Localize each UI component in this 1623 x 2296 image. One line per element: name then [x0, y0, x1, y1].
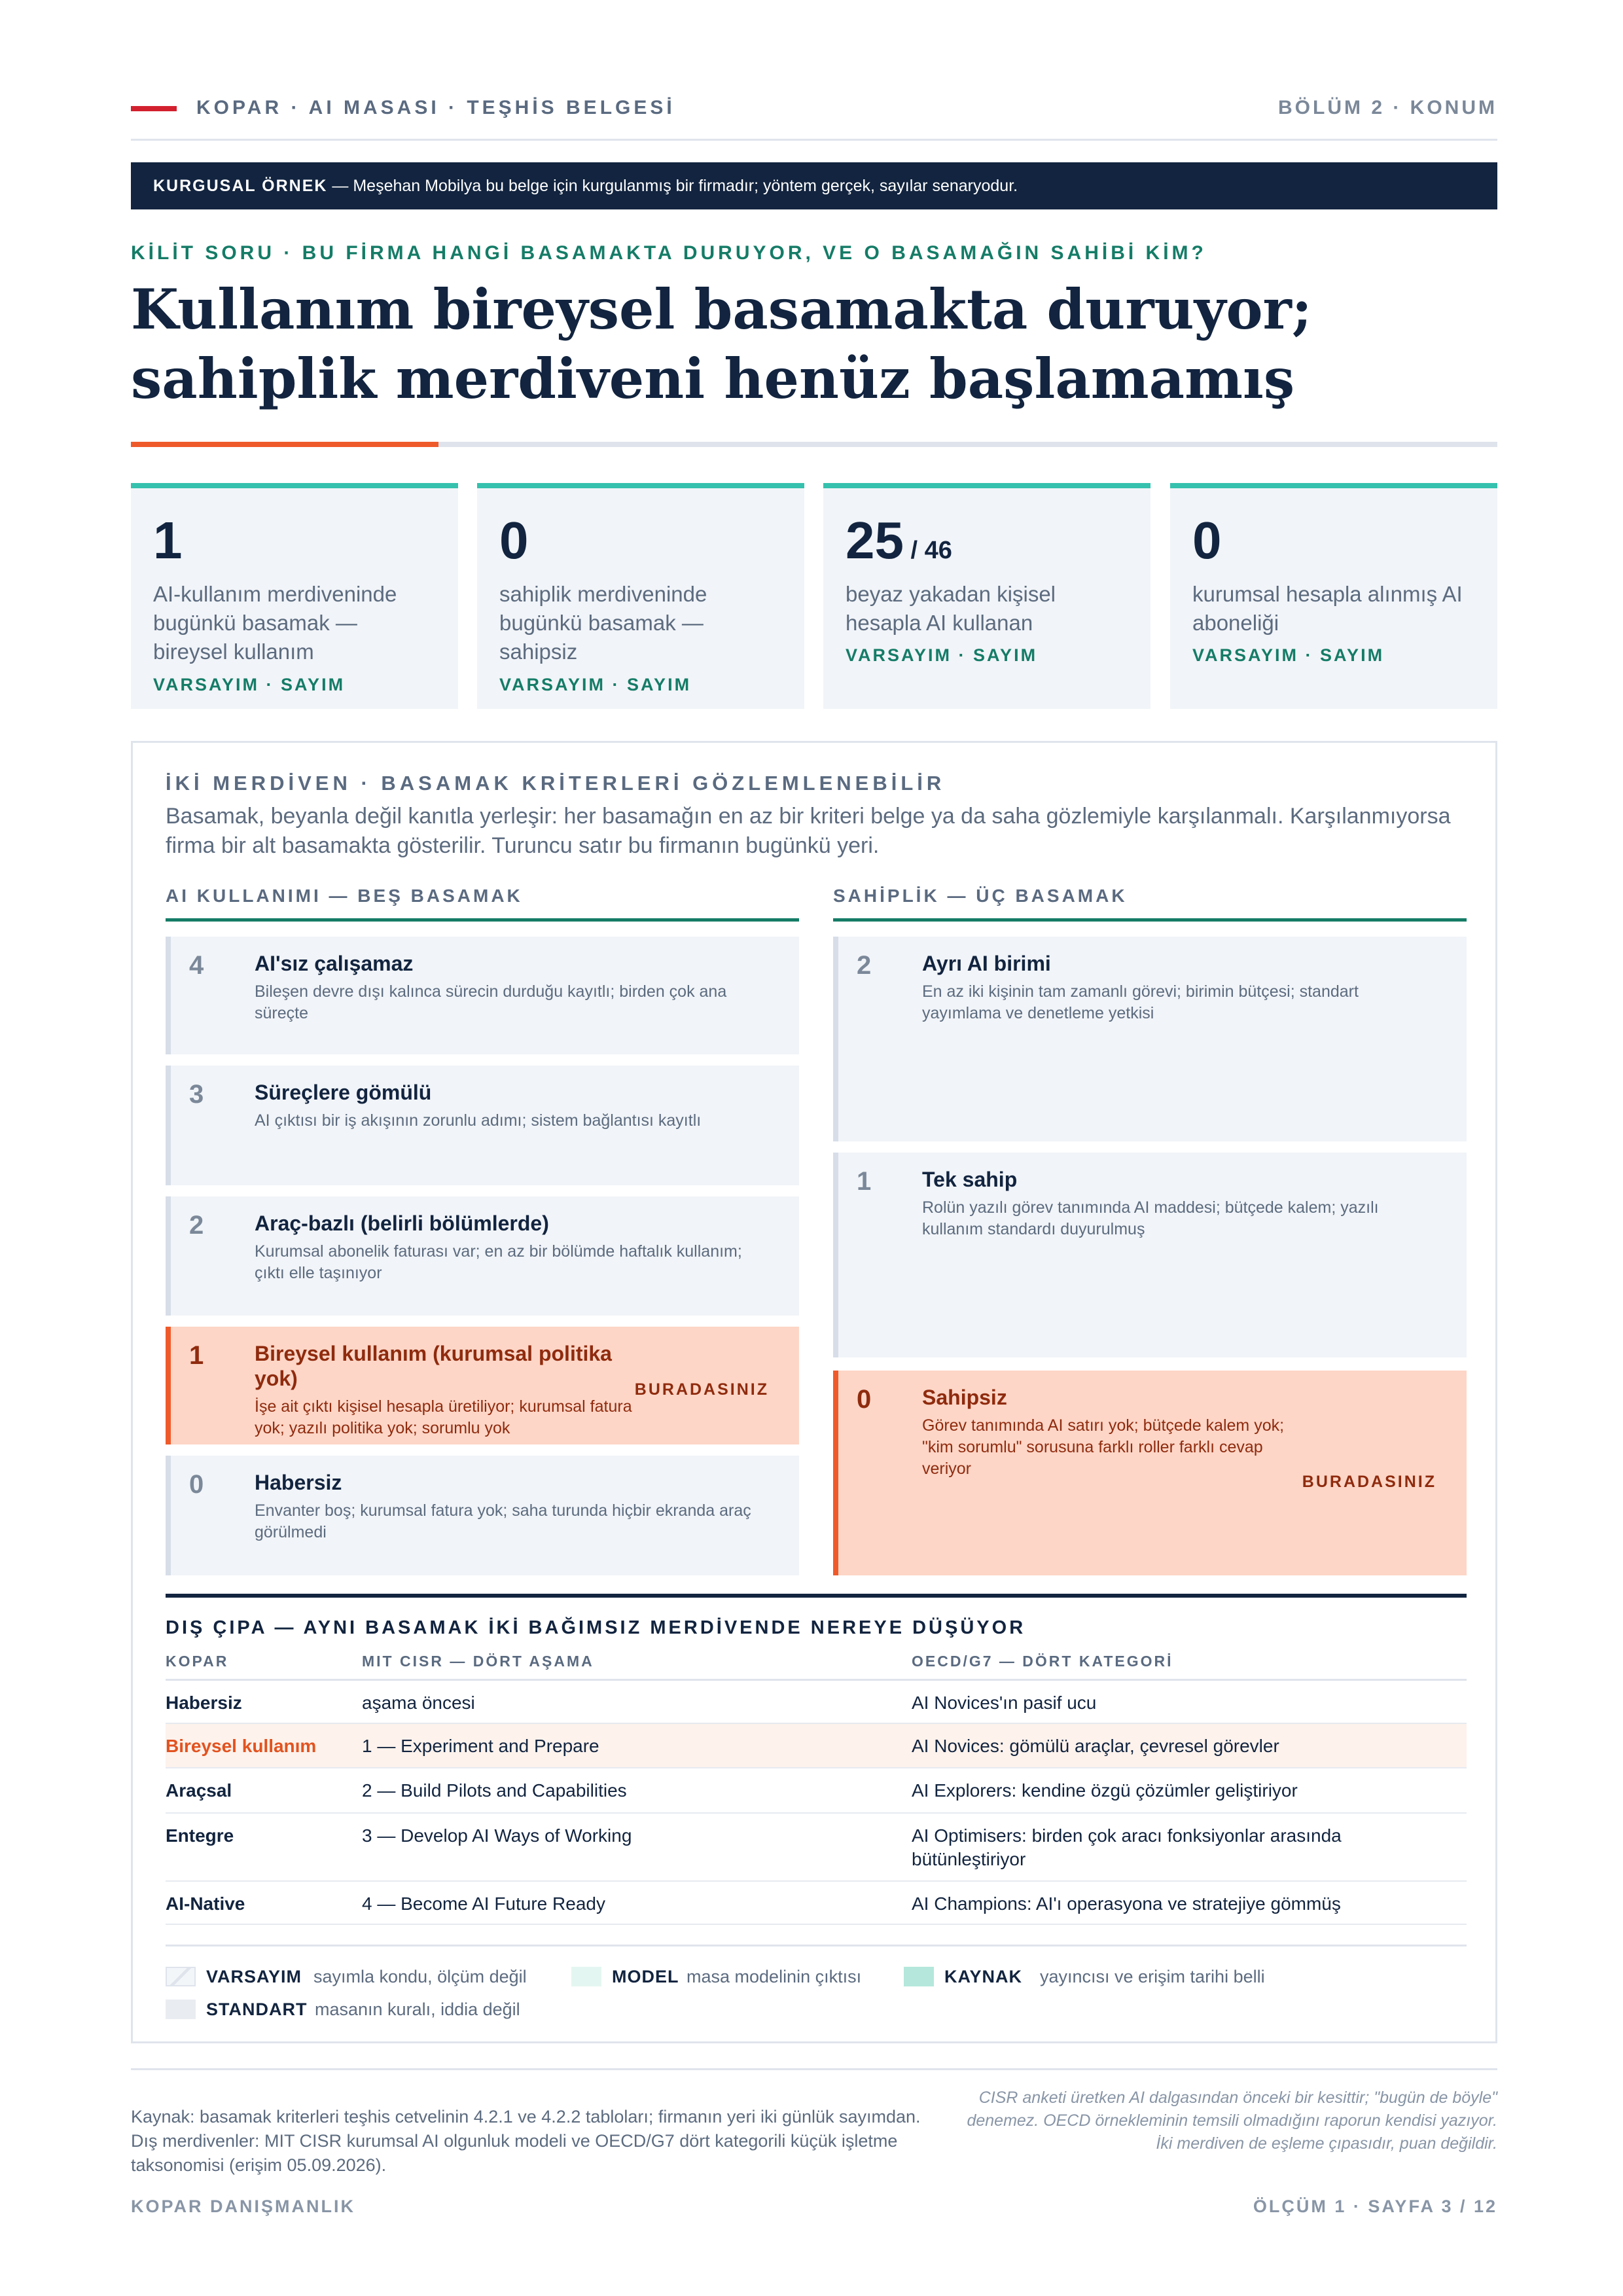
table-row [166, 1882, 1467, 1925]
key-question: KİLİT SORU · BU FİRMA HANGİ BASAMAKTA DURUYOR, VE O BASAMAĞIN SAHİBİ KİM? [131, 242, 1207, 264]
stat-tag: VARSAYIM · SAYIM [1192, 645, 1385, 665]
two-ladders-panel [131, 741, 1497, 2043]
oecd-cell: AI Novices: gömülü araçlar, çevresel görevler [912, 1736, 1279, 1756]
step-number: 3 [189, 1080, 204, 1109]
mit-cell: aşama öncesi [362, 1693, 475, 1713]
ownership-ladder-heading: SAHİPLİK — ÜÇ BASAMAK [833, 886, 1128, 906]
kopar-cell: Entegre [166, 1825, 234, 1846]
step-title: Sahipsiz [922, 1386, 1007, 1409]
legend-key: STANDART [206, 2000, 308, 2019]
stat-value: 0 [1192, 511, 1222, 569]
document-brand: KOPAR · AI MASASI · TEŞHİS BELGESİ [196, 97, 675, 118]
stat-description: AI-kullanım merdiveninde bugünkü basamak — bireysel kullanım [153, 582, 397, 664]
ownership-step-1 [833, 1153, 1467, 1357]
kopar-cell: AI-Native [166, 1893, 245, 1914]
table-row-current [166, 1724, 1467, 1768]
step-number: 0 [189, 1470, 204, 1499]
usage-step-3 [166, 1066, 799, 1185]
step-criteria: Görev tanımında AI satırı yok; bütçede kalem yok; "kim sorumlu" sorusuna farklı roller farklı cevap veriyor [922, 1416, 1285, 1478]
page-number: ÖLÇÜM 1 · SAYFA 3 / 12 [1253, 2197, 1497, 2216]
table-row [166, 1814, 1467, 1882]
step-criteria: Rolün yazılı görev tanımında AI maddesi; bütçede kalem; yazılı kullanım standardı duyurulmuş [922, 1198, 1379, 1238]
legend-item-kaynak [904, 1964, 1362, 1990]
legend-desc: masa modelinin çıktısı [687, 1967, 862, 1986]
anchor-divider [166, 1594, 1467, 1598]
title-underline [131, 442, 1497, 447]
report-page [131, 0, 1497, 2296]
you-are-here-label: BURADASINIZ [1302, 1473, 1436, 1491]
usage-ladder-rule [166, 918, 799, 922]
legend-desc: sayımla kondu, ölçüm değil [313, 1967, 527, 1986]
step-number: 0 [857, 1385, 872, 1414]
legend-swatch [571, 1967, 601, 1986]
legend-key: KAYNAK [944, 1967, 1023, 1986]
stat-value: 1 [153, 511, 183, 569]
step-criteria: Envanter boş; kurumsal fatura yok; saha turunda hiçbir ekranda araç görülmedi [255, 1501, 751, 1541]
step-criteria: Bileşen devre dışı kalınca sürecin durduğu kayıtlı; birden çok ana süreçte [255, 982, 727, 1022]
column-header-kopar: KOPAR [166, 1653, 229, 1670]
stat-tag: VARSAYIM · SAYIM [499, 675, 692, 694]
stat-value: 25 / 46 [846, 511, 952, 569]
legend-item-standart [166, 1997, 624, 2023]
kopar-cell: Habersiz [166, 1693, 242, 1713]
legend-desc: yayıncısı ve erişim tarihi belli [1040, 1967, 1265, 1986]
step-title: Bireysel kullanım (kurumsal politika yok) [255, 1342, 612, 1390]
legend-swatch [904, 1967, 934, 1986]
step-number: 4 [189, 951, 204, 980]
step-title: Araç-bazlı (belirli bölümlerde) [255, 1211, 549, 1235]
stat-description: sahiplik merdiveninde bugünkü basamak — sahipsiz [499, 582, 707, 664]
banner-label: KURGUSAL ÖRNEK [153, 177, 328, 195]
oecd-cell: AI Optimisers: birden çok aracı fonksiyonlar arasında bütünleştiriyor [912, 1825, 1342, 1869]
ownership-ladder-rule [833, 918, 1467, 922]
you-are-here-label: BURADASINIZ [634, 1380, 769, 1399]
usage-step-0 [166, 1456, 799, 1575]
stat-card-usage-step [131, 483, 458, 709]
step-title: Süreçlere gömülü [255, 1081, 432, 1104]
ownership-step-2 [833, 937, 1467, 1141]
banner-text: — Meşehan Mobilya bu belge için kurgulanmış bir firmadır; yöntem gerçek, sayılar senaryodur. [327, 177, 1018, 195]
mit-cell: 4 — Become AI Future Ready [362, 1893, 605, 1914]
oecd-cell: AI Champions: AI'ı operasyona ve stratejiye gömmüş [912, 1893, 1341, 1914]
anchor-title: DIŞ ÇIPA — AYNI BASAMAK İKİ BAĞIMSIZ MERDİVENDE NEREYE DÜŞÜYOR [166, 1617, 1026, 1638]
panel-lead: Basamak, beyanla değil kanıtla yerleşir: her basamağın en az bir kriteri belge ya da saha gözlemiyle karşılanmalı. Karşılanmıyorsa firma bir alt basamakta gösterilir. Turuncu satır bu firmanın bugünkü yeri. [166, 804, 1451, 858]
ownership-step-0-current [833, 1371, 1467, 1575]
footer-divider [131, 2068, 1497, 2070]
kopar-cell: Araçsal [166, 1780, 232, 1801]
legend-key: VARSAYIM [206, 1967, 302, 1986]
panel-title: İKİ MERDİVEN · BASAMAK KRİTERLERİ GÖZLEMLENEBİLİR [166, 772, 946, 795]
usage-step-4 [166, 937, 799, 1054]
title-underline-accent [131, 442, 438, 447]
page-title: Kullanım bireysel basamakta duruyor; sahiplik merdiveni henüz başlamamış [131, 277, 1312, 411]
usage-step-1-current [166, 1327, 799, 1444]
column-header-oecd: OECD/G7 — DÖRT KATEGORİ [912, 1653, 1173, 1670]
caveat-note: CISR anketi üretken AI dalgasından önceki bir kesittir; "bugün de böyle" denemez. OECD örnekleminin temsili olmadığını raporun kendisi yazıyor. İki merdiven de eşleme çıpasıdır, puan değildir. [967, 2089, 1497, 2153]
table-row [166, 1681, 1467, 1724]
usage-ladder-heading: AI KULLANIMI — BEŞ BASAMAK [166, 886, 523, 906]
step-title: Ayrı AI birimi [922, 952, 1051, 975]
step-number: 1 [189, 1341, 204, 1370]
stat-card-corporate-subscriptions [1170, 483, 1497, 709]
legend-item-model [571, 1964, 899, 1990]
step-criteria: AI çıktısı bir iş akışının zorunlu adımı; sistem bağlantısı kayıtlı [255, 1111, 702, 1130]
header-divider [131, 139, 1497, 141]
oecd-cell: AI Novices'ın pasif ucu [912, 1693, 1097, 1713]
mit-cell: 1 — Experiment and Prepare [362, 1736, 599, 1756]
stat-description: kurumsal hesapla alınmış AI aboneliği [1192, 582, 1463, 635]
table-bottom-rule [166, 1945, 1467, 1946]
step-title: AI'sız çalışamaz [255, 952, 414, 975]
step-criteria: En az iki kişinin tam zamanlı görevi; birimin bütçesi; standart yayımlama ve denetleme yetkisi [922, 982, 1359, 1022]
legend-desc: masanın kuralı, iddia değil [315, 2000, 520, 2019]
usage-step-2 [166, 1196, 799, 1316]
step-title: Habersiz [255, 1471, 342, 1494]
step-criteria: Kurumsal abonelik faturası var; en az bir bölümde haftalık kullanım; çıktı elle taşınıyor [255, 1242, 742, 1282]
mit-cell: 2 — Build Pilots and Capabilities [362, 1780, 627, 1801]
step-title: Tek sahip [922, 1168, 1018, 1191]
step-criteria: İşe ait çıktı kişisel hesapla üretiliyor; kurumsal fatura yok; yazılı politika yok; sorumlu yok [255, 1397, 632, 1437]
stat-tag: VARSAYIM · SAYIM [846, 645, 1038, 665]
stat-card-ownership-step [477, 483, 804, 709]
brand-accent-line [131, 106, 177, 111]
table-row [166, 1768, 1467, 1814]
oecd-cell: AI Explorers: kendine özgü çözümler geliştiriyor [912, 1780, 1298, 1801]
legend-swatch [166, 1967, 196, 1986]
mit-cell: 3 — Develop AI Ways of Working [362, 1825, 632, 1846]
legend-item-varsayim [166, 1964, 558, 1990]
fictional-example-banner [131, 162, 1497, 209]
stat-description: beyaz yakadan kişisel hesapla AI kullanan [846, 582, 1056, 635]
section-label: BÖLÜM 2 · KONUM [1278, 97, 1497, 118]
stat-value: 0 [499, 511, 529, 569]
stat-tag: VARSAYIM · SAYIM [153, 675, 346, 694]
page-header [131, 96, 1497, 122]
kopar-cell: Bireysel kullanım [166, 1736, 317, 1756]
step-number: 1 [857, 1167, 872, 1196]
evidence-legend [166, 1964, 1467, 2030]
stat-card-personal-accounts [823, 483, 1150, 709]
footer-brand: KOPAR DANIŞMANLIK [131, 2197, 355, 2216]
stat-cards [131, 483, 1497, 709]
legend-swatch [166, 2000, 196, 2019]
legend-key: MODEL [612, 1967, 679, 1986]
column-header-mit-cisr: MIT CISR — DÖRT AŞAMA [362, 1653, 594, 1670]
step-number: 2 [857, 951, 872, 980]
step-number: 2 [189, 1211, 204, 1240]
source-note: Kaynak: basamak kriterleri teşhis cetvelinin 4.2.1 ve 4.2.2 tabloları; firmanın yeri iki günlük sayımdan. Dış merdivenler: MIT CISR kurumsal AI olgunluk modeli ve OECD/G7 dört kategorili küçük işletme taksonomisi (erişim 05.09.2026). [131, 2107, 921, 2175]
